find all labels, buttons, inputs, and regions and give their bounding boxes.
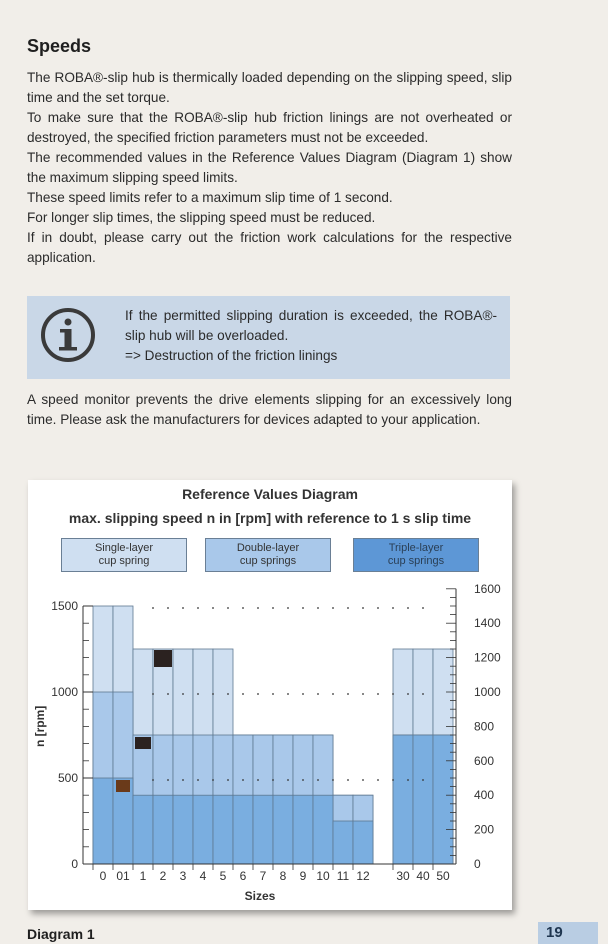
dotted-reference-point xyxy=(167,779,169,781)
info-line: => Destruction of the friction linings xyxy=(125,348,338,363)
diagram-title: Reference Values Diagram xyxy=(182,486,358,502)
dotted-reference-point xyxy=(407,693,409,695)
paragraph: The recommended values in the Reference Values Diagram (Diagram 1) show the maximum slipping speed limits. xyxy=(27,150,512,185)
legend-label: Double-layer cup springs xyxy=(236,542,300,567)
dotted-reference-point xyxy=(152,779,154,781)
dotted-reference-point xyxy=(212,779,214,781)
x-tick-label: 1 xyxy=(139,869,147,883)
dotted-reference-point xyxy=(422,607,424,609)
paragraph: If in doubt, please carry out the friction work calculations for the respective application. xyxy=(27,230,512,265)
dotted-reference-point xyxy=(347,779,349,781)
bar-triple xyxy=(253,795,273,864)
legend-single-layer xyxy=(61,538,187,572)
dotted-reference-point xyxy=(182,693,184,695)
x-tick-label: 10 xyxy=(316,869,330,883)
dotted-reference-point xyxy=(257,607,259,609)
dotted-reference-point xyxy=(302,779,304,781)
dotted-reference-point xyxy=(227,779,229,781)
dotted-reference-point xyxy=(302,693,304,695)
dotted-reference-point xyxy=(392,779,394,781)
diagram-subtitle: max. slipping speed n in [rpm] with reference to 1 s slip time xyxy=(68,510,472,526)
dotted-reference-point xyxy=(167,607,169,609)
paragraph: To make sure that the ROBA®-slip hub friction linings are not overheated or destroyed, the specified friction parameters must not be exceeded. xyxy=(27,110,512,145)
dotted-reference-point xyxy=(212,607,214,609)
dotted-reference-point xyxy=(377,693,379,695)
x-tick-label: 0 xyxy=(99,869,107,883)
y-tick-label-right: 0 xyxy=(474,857,481,871)
dotted-reference-point xyxy=(242,607,244,609)
x-tick-label: 2 xyxy=(159,869,167,883)
dotted-reference-point xyxy=(392,693,394,695)
bar-triple xyxy=(173,795,193,864)
x-tick-label: 4 xyxy=(199,869,207,883)
paragraph: These speed limits refer to a maximum slip time of 1 second. xyxy=(27,190,393,205)
dotted-reference-point xyxy=(197,779,199,781)
intro-text xyxy=(27,68,512,268)
legend-triple-layer xyxy=(353,538,479,572)
paragraph: For longer slip times, the slipping speed must be reduced. xyxy=(27,210,376,225)
info-text xyxy=(125,306,497,366)
dotted-reference-point xyxy=(407,607,409,609)
info-box xyxy=(27,296,510,379)
dotted-reference-point xyxy=(287,693,289,695)
x-tick-label: 7 xyxy=(259,869,267,883)
bar-triple xyxy=(133,795,153,864)
page-number: 19 xyxy=(538,922,598,944)
dotted-reference-point xyxy=(362,607,364,609)
y-tick-label-right: 1600 xyxy=(474,581,501,596)
x-tick-label: 6 xyxy=(239,869,247,883)
dotted-reference-point xyxy=(407,779,409,781)
dotted-reference-point xyxy=(287,607,289,609)
dotted-reference-point xyxy=(377,607,379,609)
dotted-reference-point xyxy=(317,693,319,695)
y-tick-label-left: 1500 xyxy=(51,599,78,613)
dotted-reference-point xyxy=(242,779,244,781)
x-tick-label: 40 xyxy=(416,869,430,883)
dotted-reference-point xyxy=(302,607,304,609)
bar-triple xyxy=(93,778,113,864)
dotted-reference-point xyxy=(287,779,289,781)
x-tick-label: 30 xyxy=(396,869,410,883)
paragraph: A speed monitor prevents the drive elements slipping for an excessively long time. Please ask the manufacturers for devices adapted to your application. xyxy=(27,392,512,427)
paragraph: The ROBA®-slip hub is thermically loaded depending on the slipping speed, slip time and the set torque. xyxy=(27,70,512,105)
x-tick-label: 50 xyxy=(436,869,450,883)
dotted-reference-point xyxy=(377,779,379,781)
bar-triple xyxy=(353,821,373,864)
y-tick-label-right: 200 xyxy=(474,822,495,837)
size-marker xyxy=(135,737,151,749)
size-marker xyxy=(116,780,130,792)
y-tick-label-right: 1200 xyxy=(474,650,501,665)
dotted-reference-point xyxy=(332,779,334,781)
dotted-reference-point xyxy=(362,779,364,781)
legend-double-layer xyxy=(205,538,331,572)
y-tick-label-right: 600 xyxy=(474,753,495,768)
x-axis-label: Sizes xyxy=(244,889,276,903)
bar-triple xyxy=(393,735,413,864)
dotted-reference-point xyxy=(197,607,199,609)
x-tick-label: 01 xyxy=(116,869,130,883)
dotted-reference-point xyxy=(152,607,154,609)
y-tick-label-right: 400 xyxy=(474,788,495,803)
reference-values-diagram xyxy=(28,480,512,910)
x-tick-label: 3 xyxy=(179,869,187,883)
x-tick-label: 12 xyxy=(356,869,370,883)
y-tick-label-left: 0 xyxy=(71,857,78,871)
dotted-reference-point xyxy=(347,607,349,609)
dotted-reference-point xyxy=(167,693,169,695)
dotted-reference-point xyxy=(212,693,214,695)
y-axis-label: n [rpm] xyxy=(33,705,47,748)
after-text xyxy=(27,390,512,430)
dotted-reference-point xyxy=(197,693,199,695)
bar-triple xyxy=(193,795,213,864)
dotted-reference-point xyxy=(347,693,349,695)
dotted-reference-point xyxy=(257,693,259,695)
dotted-reference-point xyxy=(332,607,334,609)
x-tick-label: 8 xyxy=(279,869,287,883)
x-tick-label: 5 xyxy=(219,869,227,883)
bar-triple xyxy=(313,795,333,864)
dotted-reference-point xyxy=(272,779,274,781)
bar-triple xyxy=(153,795,173,864)
dotted-reference-point xyxy=(422,779,424,781)
bar-triple xyxy=(293,795,313,864)
dotted-reference-point xyxy=(362,693,364,695)
diagram-caption: Diagram 1 xyxy=(27,926,95,942)
info-circle-icon xyxy=(40,307,96,363)
y-tick-label-left: 1000 xyxy=(51,685,78,699)
dotted-reference-point xyxy=(422,693,424,695)
y-tick-label-left: 500 xyxy=(57,771,78,785)
dotted-reference-point xyxy=(152,693,154,695)
dotted-reference-point xyxy=(332,693,334,695)
bar-triple xyxy=(433,735,453,864)
dotted-reference-point xyxy=(182,607,184,609)
dotted-reference-point xyxy=(272,607,274,609)
dotted-reference-point xyxy=(317,779,319,781)
bar-triple xyxy=(413,735,433,864)
dotted-reference-point xyxy=(317,607,319,609)
size-marker xyxy=(154,650,172,667)
legend-label: Triple-layer cup springs xyxy=(387,542,445,567)
dotted-reference-point xyxy=(242,693,244,695)
y-tick-label-right: 800 xyxy=(474,719,495,734)
info-line: If the permitted slipping duration is exceeded, the ROBA®-slip hub will be overloaded. xyxy=(125,308,497,343)
dotted-reference-point xyxy=(227,693,229,695)
x-tick-label: 11 xyxy=(336,869,350,883)
dotted-reference-point xyxy=(182,779,184,781)
dotted-reference-point xyxy=(227,607,229,609)
y-tick-label-right: 1000 xyxy=(474,685,501,699)
legend-label: Single-layer cup spring xyxy=(94,542,154,567)
chart-plot xyxy=(28,580,512,910)
bar-triple xyxy=(213,795,233,864)
dotted-reference-point xyxy=(392,607,394,609)
bar-triple xyxy=(273,795,293,864)
dotted-reference-point xyxy=(257,779,259,781)
bar-triple xyxy=(233,795,253,864)
bar-triple xyxy=(333,821,353,864)
section-heading: Speeds xyxy=(27,36,92,56)
y-tick-label-right: 1400 xyxy=(474,616,501,631)
dotted-reference-point xyxy=(272,693,274,695)
x-tick-label: 9 xyxy=(299,869,307,883)
